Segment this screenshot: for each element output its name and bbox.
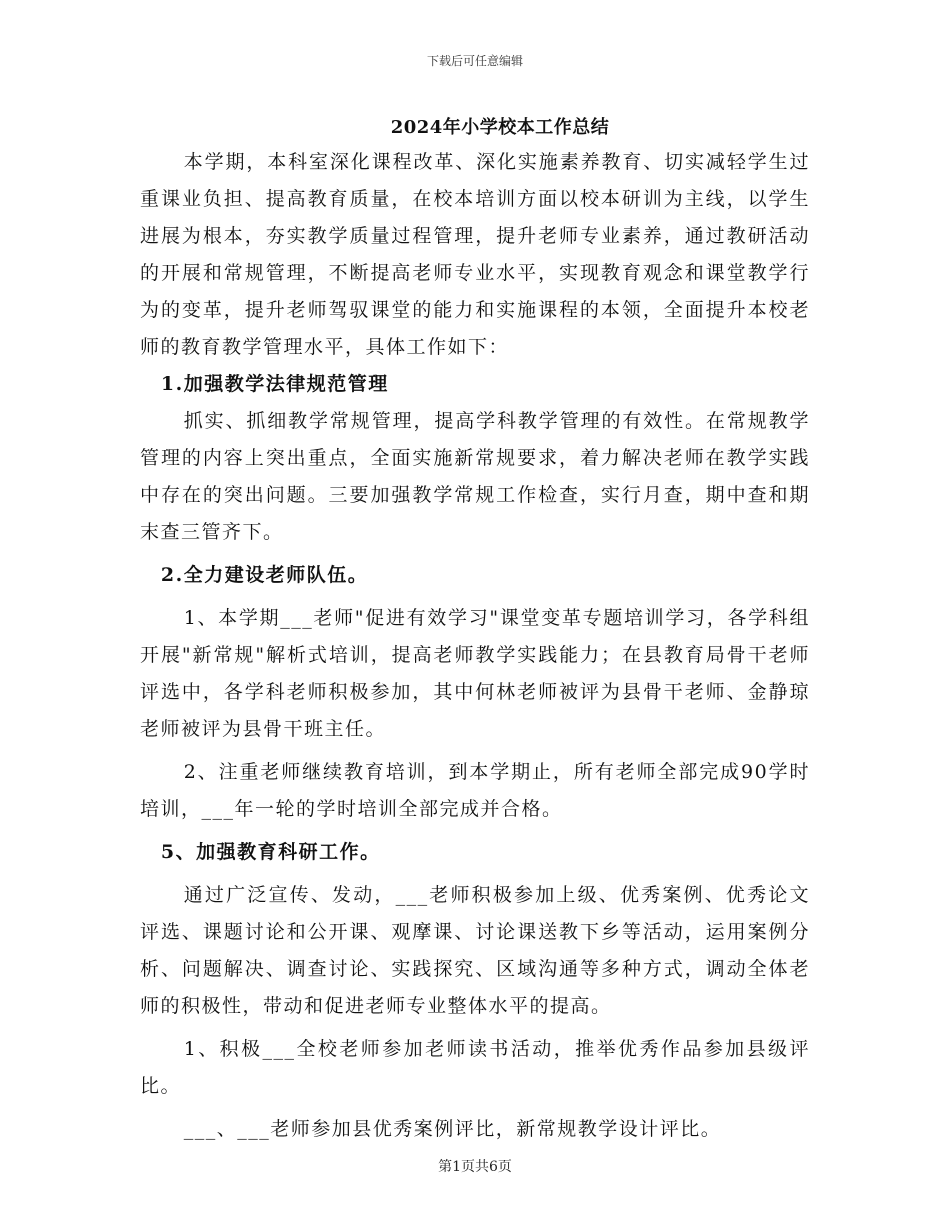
section-heading-5: 5、加强教育科研工作。 <box>160 841 381 863</box>
document-title: 2024年小学校本工作总结 <box>390 117 610 138</box>
section-1-paragraph: 抓实、抓细教学常规管理，提高学科教学管理的有效性。在常规教学管理的内容上突出重点，全面实施新常规要求，着力解决老师在教学实践中存在的突出问题。三要加强教学常规工作检查，实行月查，期中查和期末查三管齐下。 <box>140 410 810 543</box>
intro-paragraph: 本学期，本科室深化课程改革、深化实施素养教育、切实减轻学生过重课业负担、提高教育质量，在校本培训方面以校本研训为主线，以学生进展为根本，夯实教学质量过程管理，提升老师专业素养，通过教研活动的开展和常规管理，不断提高老师专业水平，实现教育观念和课堂教学行为的变革，提升老师驾驭课堂的能力和实施课程的本领，全面提升本校老师的教育教学管理水平，具体工作如下： <box>140 151 810 358</box>
section-5-item-2: ___、___老师参加县优秀案例评比，新常规教学设计评比。 <box>183 1118 722 1140</box>
section-heading-2: 2.全力建设老师队伍。 <box>160 564 369 586</box>
section-2-item-2: 2、注重老师继续教育培训，到本学期止，所有老师全部完成90学时培训，___年一轮的学时培训全部完成并合格。 <box>140 761 810 820</box>
section-5-item-1: 1、积极___全校老师参加老师读书活动，推举优秀作品参加县级评比。 <box>140 1038 810 1097</box>
section-2-item-1: 1、本学期___老师"促进有效学习"课堂变革专题培训学习，各学科组开展"新常规"解析式培训，提高老师教学实践能力；在县教育局骨干老师评选中，各学科老师积极参加，其中何林老师被评为县骨干老师、金静琼老师被评为县骨干班主任。 <box>140 607 810 740</box>
section-5-paragraph: 通过广泛宣传、发动，___老师积极参加上级、优秀案例、优秀论文评选、课题讨论和公开课、观摩课、讨论课送教下乡等活动，运用案例分析、问题解决、调查讨论、实践探究、区域沟通等多种方式，调动全体老师的积极性，带动和促进老师专业整体水平的提高。 <box>140 884 810 1017</box>
page-number: 第1页共6页 <box>438 1159 512 1175</box>
section-heading-1: 1.加强教学法律规范管理 <box>160 373 389 395</box>
document-body <box>140 144 810 1148</box>
page-header-note: 下载后可任意编辑 <box>426 54 523 68</box>
